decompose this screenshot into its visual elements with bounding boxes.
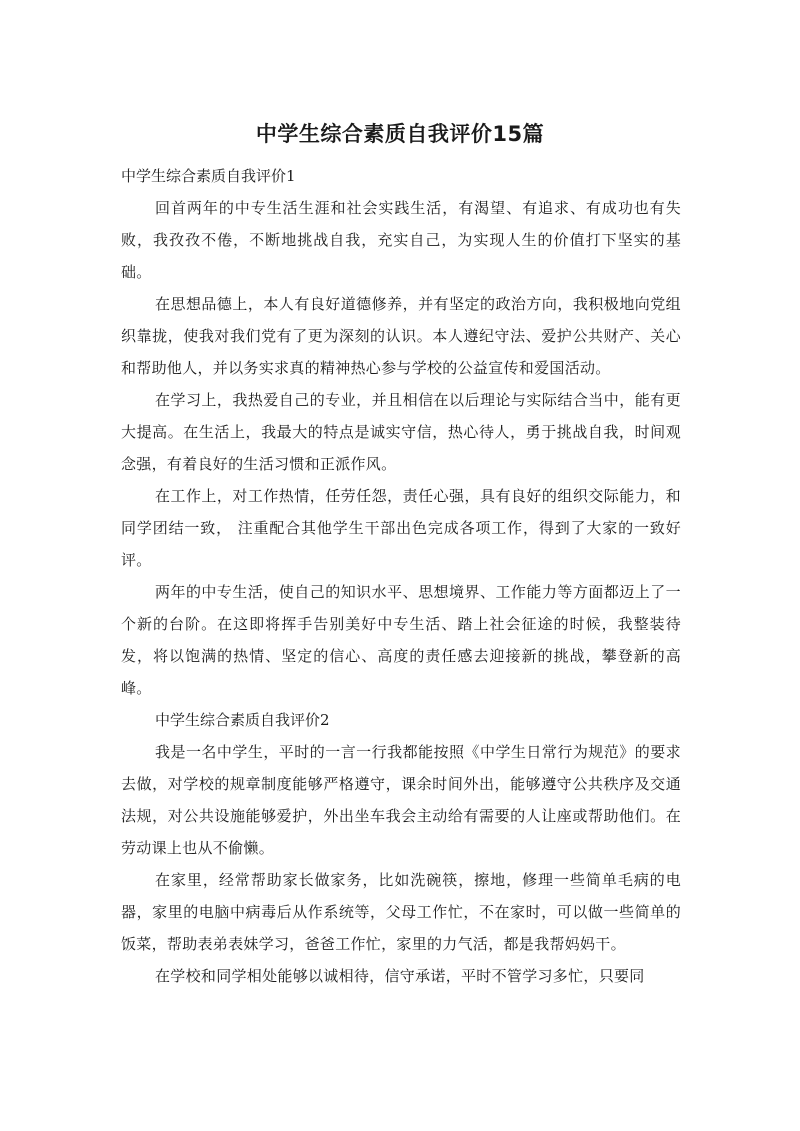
section-heading: 中学生综合素质自我评价1: [121, 167, 296, 185]
paragraph: 回首两年的中专生活生涯和社会实践生活，有渴望、有追求、有成功也有失败，我孜孜不倦，不断地挑战自我，充实自己，为实现人生的价值打下坚实的基础。: [121, 199, 681, 281]
paragraph: 我是一名中学生，平时的一言一行我都能按照《中学生日常行为规范》的要求去做，对学校的规章制度能够严格遵守，课余时间外出，能够遵守公共秩序及交通法规，对公共设施能够爱护，外出坐车我会主动给有需要的人让座或帮助他们。在劳动课上也从不偷懒。: [121, 743, 681, 857]
document-title: 中学生综合素质自我评价15篇: [255, 122, 545, 146]
paragraph: 两年的中专生活，使自己的知识水平、思想境界、工作能力等方面都迈上了一个新的台阶。在这即将挥手告别美好中专生活、踏上社会征途的时候，我整装待发，将以饱满的热情、坚定的信心、高度的责任感去迎接新的挑战，攀登新的高峰。: [121, 583, 681, 697]
paragraph: 在家里，经常帮助家长做家务，比如洗碗筷，擦地，修理一些简单毛病的电器，家里的电脑中病毒后从作系统等，父母工作忙，不在家时，可以做一些简单的饭菜，帮助表弟表妹学习，爸爸工作忙，家里的力气活，都是我帮妈妈干。: [121, 871, 681, 953]
document-body: [121, 160, 681, 992]
section-heading: 中学生综合素质自我评价2: [155, 711, 330, 729]
paragraph: 在思想品德上，本人有良好道德修养，并有坚定的政治方向，我积极地向党组织靠拢，使我对我们党有了更为深刻的认识。本人遵纪守法、爱护公共财产、关心和帮助他人，并以务实求真的精神热心参与学校的公益宣传和爱国活动。: [121, 295, 681, 377]
paragraph: 在学习上，我热爱自己的专业，并且相信在以后理论与实际结合当中，能有更大提高。在生活上，我最大的特点是诚实守信，热心待人，勇于挑战自我，时间观念强，有着良好的生活习惯和正派作风。: [121, 391, 681, 473]
paragraph: 在工作上，对工作热情，任劳任怨，责任心强，具有良好的组织交际能力，和同学团结一致， 注重配合其他学生干部出色完成各项工作，得到了大家的一致好评。: [121, 487, 681, 569]
paragraph: 在学校和同学相处能够以诚相待，信守承诺，平时不管学习多忙，只要同: [155, 967, 645, 985]
